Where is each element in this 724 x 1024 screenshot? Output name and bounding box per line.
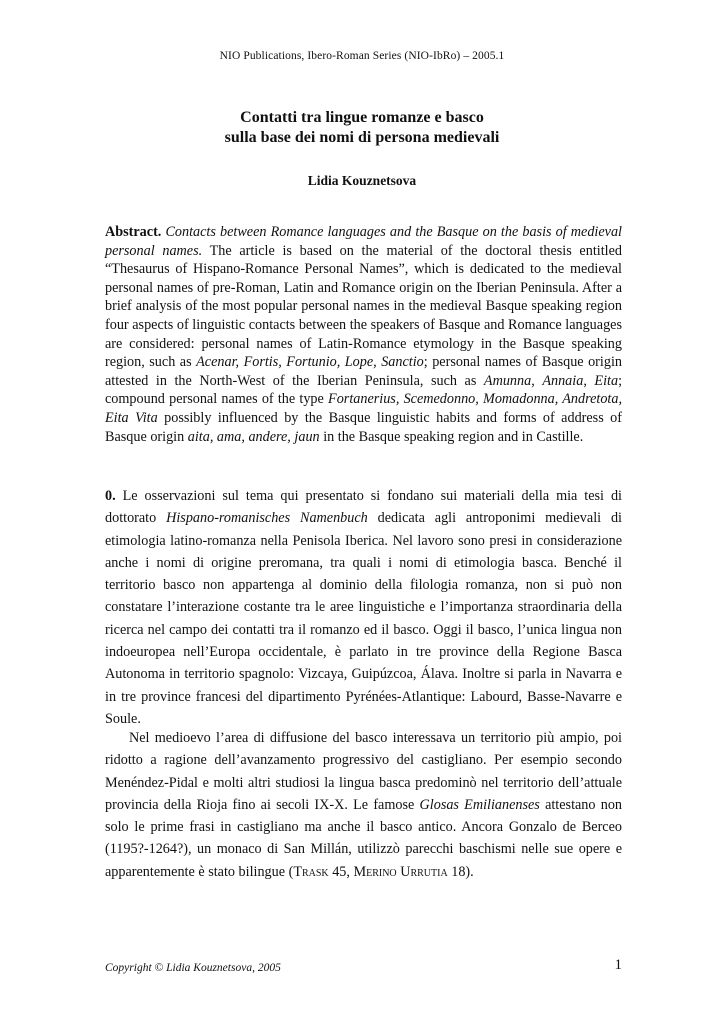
section-0-paragraph-1 [105, 485, 622, 730]
copyright-notice: Copyright © Lidia Kouznetsova, 2005 [105, 962, 281, 974]
paragraph-text: 18). [447, 863, 474, 880]
section-0-paragraph-2 [105, 727, 622, 883]
abstract-names: Acenar, Fortis, Fortunio, Lope, Sanctio [196, 354, 424, 371]
abstract-english-title: Contacts between Romance languages and the Basque on the basis of medieval personal names. [105, 224, 622, 259]
abstract-names: Fortanerius, Scemedonno, Momadonna, Andretota, Eita Vita [105, 391, 623, 426]
title-line-1: Contatti tra lingue romanze e basco [240, 109, 484, 126]
abstract-text: possibly influenced by the Basque linguistic habits and forms of address of Basque origin [105, 409, 622, 445]
abstract-text: in the Basque speaking region and in Castille. [319, 428, 584, 445]
abstract-names: Amunna [483, 372, 532, 389]
paragraph-text: Nel medioevo l’area di diffusione del basco interessava un territorio più ampio, poi ridotto a ragione dell’avanzamento progressivo del castigliano. Per esempio secondo Menéndez-Pidal e molti altri studiosi la lingua basca predominò nel territorio dell’attuale provincia della Rioja fino ai secoli IX-X. Le famose [105, 730, 622, 813]
abstract-text: ; compound personal names of the type [105, 372, 623, 408]
title-line-2: sulla base dei nomi di persona medievali [224, 129, 500, 146]
abstract-text: ; personal names of Basque origin attested in the North-West of the Iberian Peninsula, such as [105, 354, 622, 389]
abstract [105, 223, 622, 446]
paragraph-text: 45, [328, 863, 354, 880]
reference-author: Merino Urrutia [353, 863, 448, 880]
series-header: NIO Publications, Ibero-Roman Series (NIO-IbRo) – 2005.1 [219, 50, 505, 62]
paper-title [0, 108, 724, 148]
cited-title: Glosas Emilianenses [419, 796, 540, 813]
abstract-names: aita, ama, andere, jaun [187, 428, 320, 445]
page-number: 1 [614, 957, 622, 973]
reference-author: Trask [293, 863, 329, 880]
abstract-text: , [583, 372, 595, 389]
abstract-label: Abstract. [105, 224, 162, 240]
author-name: Lidia Kouznetsova [307, 173, 417, 188]
paragraph-text: dedicata agli antroponimi medievali di etimologia latino-romanza nella Penisola Iberica. Nel lavoro sono presi in considerazione anche i nomi di origine preromana, tra quali i nomi di etimologia basca. Benché il territorio basco non appartenga al dominio della filologia romanza, non si può non constatare l’interazione costante tra le aree linguistiche e l’importanza straordinaria della ricerca nel campo dei contatti tra il romanzo ed il basco. Oggi il basco, l’unica lingua non indoeuropea nell’Europa occidentale, è parlato in tre province della Regione Basca Autonoma in territorio spagnolo: Vizcaya, Guipúzcoa, Álava. Inoltre si parla in Navarra e in tre province francesi del dipartimento Pyrénées-Atlantique: Labourd, Basse-Navarre e Soule. [105, 510, 622, 727]
cited-title: Hispano-romanisches Namenbuch [166, 510, 368, 527]
abstract-names: Annaia [542, 372, 584, 389]
abstract-names: Eita [594, 372, 619, 389]
paragraph-text: attestano non solo le prime frasi in castigliano ma anche il basco antico. Ancora Gonzalo de Berceo (1195?-1264?), un monaco di San Millán, utilizzò parecchi baschismi nelle sue opere e apparentemente è stato bilingue ( [105, 796, 623, 880]
abstract-text: , [531, 372, 543, 389]
abstract-text: The article is based on the material of the doctoral thesis entitled “Thesaurus of Hispano-Romance Personal Names”, which is dedicated to the medieval personal names of pre-Roman, Latin and Romance origin on the Iberian Peninsula. After a brief analysis of the most popular personal names in the medieval Basque speaking region four aspects of linguistic contacts between the speakers of Basque and Romance languages are considered: personal names of Latin-Romance etymology in the Basque speaking region, such as [105, 242, 622, 371]
section-number: 0. [105, 488, 116, 504]
paragraph-text: Le osservazioni sul tema qui presentato si fondano sui materiali della mia tesi di dottorato [105, 488, 622, 527]
